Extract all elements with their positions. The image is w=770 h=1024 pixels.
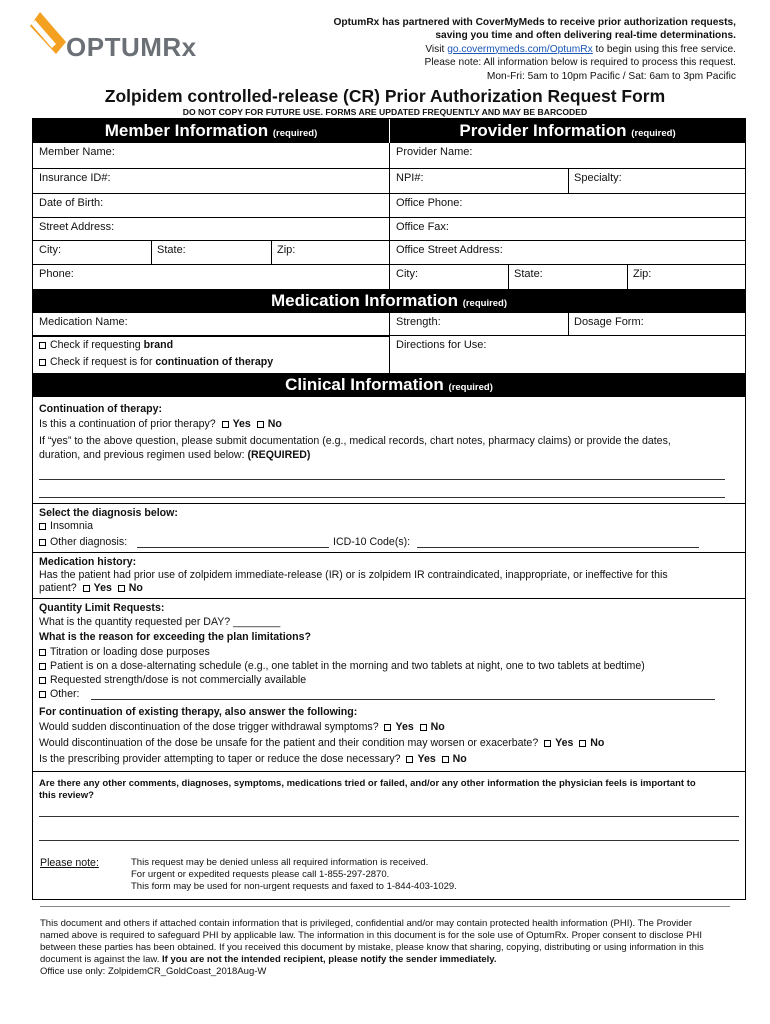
existing-question-2 xyxy=(39,737,604,750)
no-label: No xyxy=(452,753,467,765)
insurance-id-field[interactable]: Insurance ID#: xyxy=(33,169,389,194)
npi-field[interactable]: NPI#: xyxy=(390,169,568,194)
member-street-field[interactable]: Street Address: xyxy=(33,218,389,241)
clinical-required: (required) xyxy=(448,382,493,393)
checkbox-no[interactable] xyxy=(257,421,264,428)
provider-state-field[interactable]: State: xyxy=(514,268,543,280)
office-use-only: Office use only: ZolpidemCR_GoldCoast_2018Aug-W xyxy=(40,966,267,977)
checkbox[interactable] xyxy=(39,663,46,670)
required-bold: (REQUIRED) xyxy=(247,449,311,461)
diagnosis-other[interactable] xyxy=(39,536,127,549)
clinical-info-header xyxy=(33,373,745,397)
existing-question-3 xyxy=(39,753,467,766)
divider xyxy=(33,503,745,504)
checkbox-yes[interactable] xyxy=(83,585,90,592)
notice-line-4: Please note: All information below is required to process this request. xyxy=(424,57,736,69)
notice-visit: Visit xyxy=(425,43,448,55)
qty-question: What is the quantity requested per DAY? ________ xyxy=(39,616,281,628)
office-street-field[interactable]: Office Street Address: xyxy=(390,241,745,265)
member-info-header xyxy=(33,119,389,143)
comments-line-2[interactable] xyxy=(39,840,739,841)
existing-q1-text: Would sudden discontinuation of the dose trigger withdrawal symptoms? xyxy=(39,721,379,733)
notice-visit-post: to begin using this free service. xyxy=(592,43,736,55)
checkbox-yes[interactable] xyxy=(384,724,391,731)
reason-3[interactable] xyxy=(39,674,306,687)
checkbox-no[interactable] xyxy=(442,756,449,763)
continuation-bold: continuation of therapy xyxy=(155,356,274,368)
reason-1[interactable] xyxy=(39,646,210,659)
history-question-2 xyxy=(39,582,143,595)
disclaimer-4-text: document is against the law. xyxy=(40,954,162,965)
history-title: Medication history: xyxy=(39,556,137,568)
brand-checkbox-row[interactable] xyxy=(39,339,173,352)
checkbox-yes[interactable] xyxy=(222,421,229,428)
dosage-form-field[interactable]: Dosage Form: xyxy=(568,313,745,336)
other-diagnosis-line[interactable] xyxy=(137,547,329,548)
note-2: For urgent or expedited requests please call 1-855-297-2870. xyxy=(131,869,390,880)
disclaimer-2: named above is required to safeguard PHI by applicable law. The information in this document is for the sole use of OptumRx. Proper consent to disclose PHI xyxy=(40,930,703,941)
member-zip-field[interactable]: Zip: xyxy=(271,241,389,265)
yes-label: Yes xyxy=(395,721,414,733)
checkbox[interactable] xyxy=(39,649,46,656)
notice-line-2: saving you time and often delivering real-time determinations. xyxy=(435,30,736,42)
divider xyxy=(33,598,745,599)
other-diagnosis-label: Other diagnosis: xyxy=(50,536,128,548)
covermymeds-notice xyxy=(256,16,736,83)
checkbox-no[interactable] xyxy=(579,740,586,747)
no-label: No xyxy=(267,418,282,430)
form-title: Zolpidem controlled-release (CR) Prior Authorization Request Form xyxy=(104,86,666,106)
history-question-1: Has the patient had prior use of zolpidem immediate-release (IR) or is zolpidem IR contraindicated, inappropriate, or ineffective for this xyxy=(39,569,668,581)
reason-title: What is the reason for exceeding the plan limitations? xyxy=(39,631,311,643)
reason-other-line[interactable] xyxy=(91,699,715,700)
yes-label: Yes xyxy=(232,418,251,430)
reason-1-label: Titration or loading dose purposes xyxy=(50,646,210,658)
medication-info-header xyxy=(33,289,745,313)
strength-field[interactable]: Strength: xyxy=(390,313,568,336)
medication-heading: Medication Information xyxy=(270,291,458,310)
checkbox[interactable] xyxy=(39,677,46,684)
continuation-q-text: Is this a continuation of prior therapy? xyxy=(39,418,216,430)
no-label: No xyxy=(430,721,445,733)
reason-2[interactable] xyxy=(39,660,645,673)
member-phone-field[interactable]: Phone: xyxy=(39,268,74,280)
continuation-question xyxy=(39,418,282,431)
divider xyxy=(33,771,745,772)
disclaimer-4-bold: If you are not the intended recipient, please notify the sender immediately. xyxy=(162,954,497,965)
regimen-line-1[interactable] xyxy=(39,479,725,480)
note-3: This form may be used for non-urgent requests and faxed to 1-844-403-1029. xyxy=(131,881,457,892)
no-label: No xyxy=(590,737,605,749)
continuation-note-2 xyxy=(39,449,310,462)
form-subtitle: DO NOT COPY FOR FUTURE USE. FORMS ARE UPDATED FREQUENTLY AND MAY BE BARCODED xyxy=(182,107,588,117)
no-label: No xyxy=(128,582,143,594)
note-1: This request may be denied unless all required information is received. xyxy=(131,857,429,868)
disclaimer-3: between these parties has been obtained. If you received this document by mistake, please know that sharing, copying, distributing or using information in this xyxy=(40,942,704,953)
directions-field[interactable]: Directions for Use: xyxy=(396,339,487,351)
member-name-field[interactable]: Member Name: xyxy=(33,143,389,169)
divider xyxy=(33,336,389,337)
clinical-heading: Clinical Information xyxy=(285,375,444,394)
provider-city-field[interactable]: City: xyxy=(396,268,418,280)
notice-line-1: OptumRx has partnered with CoverMyMeds to receive prior authorization requests, xyxy=(333,17,736,28)
optumrx-logo xyxy=(26,12,236,72)
regimen-line-2[interactable] xyxy=(39,497,725,498)
continuation-label: Check if request is for xyxy=(50,356,156,368)
yes-label: Yes xyxy=(555,737,574,749)
reason-3-label: Requested strength/dose is not commercially available xyxy=(50,674,307,686)
comments-question-1: Are there any other comments, diagnoses, symptoms, medications tried or failed, and/or any other information the physician feels is important to xyxy=(39,778,696,789)
history-q2-text: patient? xyxy=(39,582,77,594)
checkbox[interactable] xyxy=(39,342,46,349)
insomnia-label: Insomnia xyxy=(50,520,93,532)
notice-line-5: Mon-Fri: 5am to 10pm Pacific / Sat: 6am to 3pm Pacific xyxy=(486,70,736,82)
checkbox[interactable] xyxy=(39,691,46,698)
covermymeds-link[interactable]: go.covermymeds.com/OptumRx xyxy=(447,43,593,55)
checkbox-no[interactable] xyxy=(118,585,125,592)
provider-required: (required) xyxy=(631,128,676,139)
existing-title: For continuation of existing therapy, also answer the following: xyxy=(39,706,358,718)
existing-q2-text: Would discontinuation of the dose be unsafe for the patient and their condition may worsen or exacerbate? xyxy=(39,737,539,749)
divider xyxy=(33,552,745,553)
specialty-field[interactable]: Specialty: xyxy=(568,169,745,194)
member-heading: Member Information xyxy=(104,121,269,140)
pa-form xyxy=(32,118,746,900)
dob-field[interactable]: Date of Birth: xyxy=(33,194,389,218)
checkbox-yes[interactable] xyxy=(406,756,413,763)
brand-bold: brand xyxy=(143,339,174,351)
checkbox-yes[interactable] xyxy=(544,740,551,747)
diagnosis-title: Select the diagnosis below: xyxy=(39,507,178,519)
medication-required: (required) xyxy=(462,298,508,309)
office-phone-field[interactable]: Office Phone: xyxy=(390,194,745,218)
note2-text: duration, and previous regimen used below: xyxy=(39,449,248,461)
please-note-label: Please note: xyxy=(40,857,99,869)
reason-4[interactable] xyxy=(39,688,79,701)
yes-label: Yes xyxy=(93,582,112,594)
continuation-checkbox-row[interactable] xyxy=(39,356,273,369)
provider-heading: Provider Information xyxy=(459,121,627,140)
logo-text: OPTUMRx xyxy=(66,32,197,62)
logo-mark-icon xyxy=(26,12,66,60)
existing-question-1 xyxy=(39,721,445,734)
checkbox[interactable] xyxy=(39,523,46,530)
checkbox[interactable] xyxy=(39,539,46,546)
reason-4-label: Other: xyxy=(50,688,80,700)
continuation-title: Continuation of therapy: xyxy=(39,403,162,415)
continuation-note-1: If “yes” to the above question, please submit documentation (e.g., medical records, chart notes, pharmacy claims) or provide the dates, xyxy=(39,435,671,447)
existing-q3-text: Is the prescribing provider attempting to taper or reduce the dose necessary? xyxy=(39,753,401,765)
provider-info-header xyxy=(390,119,745,143)
icd10-line[interactable] xyxy=(417,547,699,548)
disclaimer-4 xyxy=(40,954,497,966)
diagnosis-insomnia[interactable] xyxy=(39,520,93,533)
provider-zip-field[interactable]: Zip: xyxy=(633,268,652,280)
checkbox-no[interactable] xyxy=(420,724,427,731)
notice-line-3 xyxy=(256,43,736,56)
office-fax-field[interactable]: Office Fax: xyxy=(390,218,745,241)
member-required: (required) xyxy=(272,128,318,139)
comments-question-2: this review? xyxy=(39,790,94,801)
member-city-field[interactable]: City: xyxy=(33,241,151,265)
member-state-field[interactable]: State: xyxy=(151,241,271,265)
brand-label: Check if requesting xyxy=(50,339,144,351)
yes-label: Yes xyxy=(417,753,436,765)
reason-2-label: Patient is on a dose-alternating schedule (e.g., one tablet in the morning and two tablets at night, one to two tablets at bedtime) xyxy=(50,660,645,672)
checkbox[interactable] xyxy=(39,359,46,366)
medication-name-field[interactable]: Medication Name: xyxy=(33,313,389,336)
provider-name-field[interactable]: Provider Name: xyxy=(390,143,745,169)
icd10-label: ICD-10 Code(s): xyxy=(333,536,411,548)
footer-divider xyxy=(40,906,730,907)
disclaimer-1: This document and others if attached contain information that is privileged, confidential and/or may contain protected health information (PHI). The Provider xyxy=(40,918,692,929)
qty-title: Quantity Limit Requests: xyxy=(39,602,165,614)
comments-line-1[interactable] xyxy=(39,816,739,817)
